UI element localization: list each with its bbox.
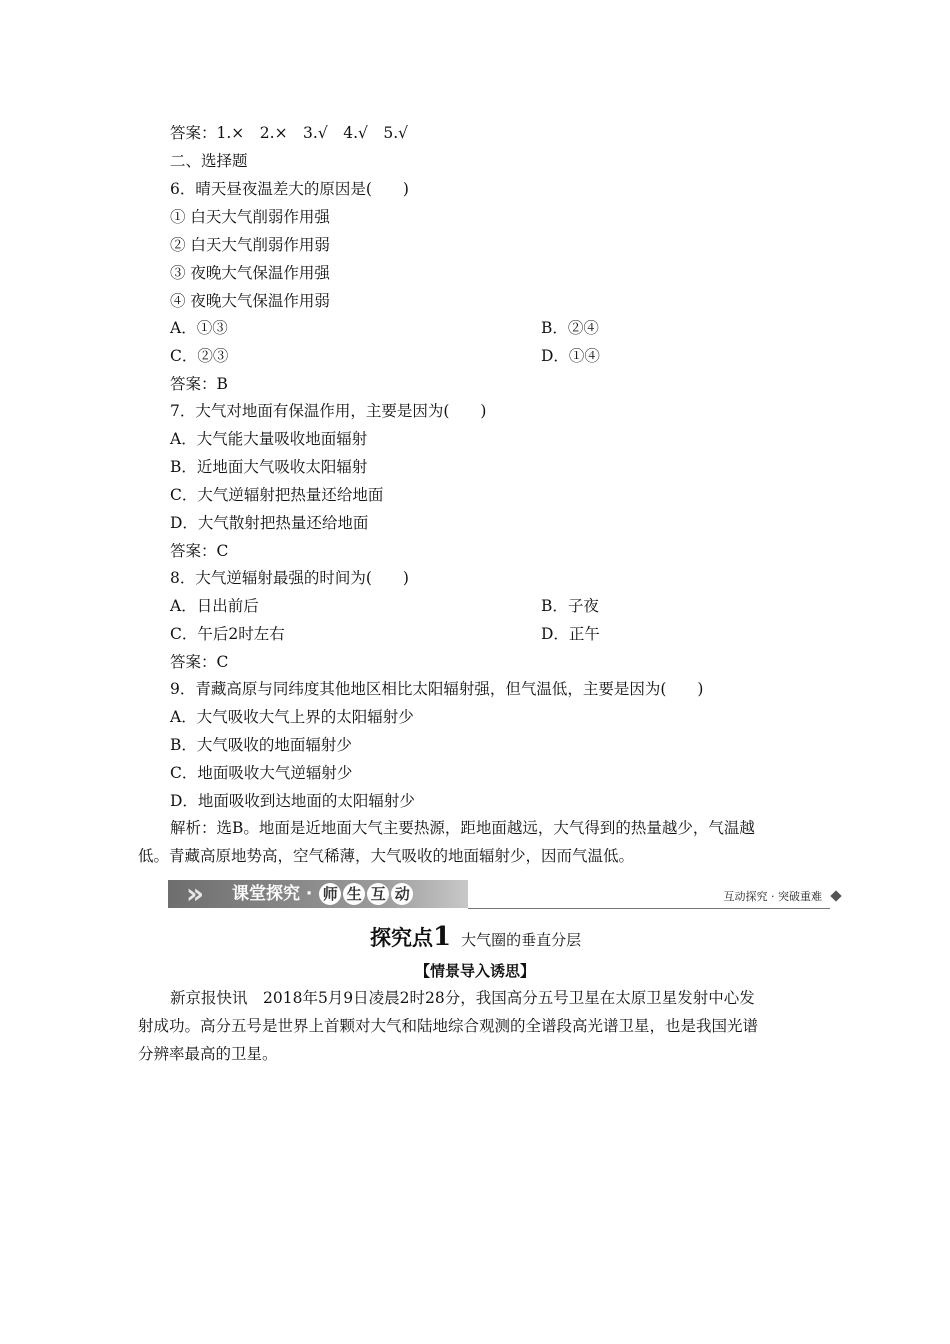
- banner-char: 互: [367, 883, 389, 905]
- q9-option-b: B．大气吸收的地面辐射少: [170, 736, 352, 754]
- diamond-icon: [830, 890, 841, 901]
- q9-explanation-2: 低。青藏高原地势高，空气稀薄，大气吸收的地面辐射少，因而气温低。: [138, 847, 635, 865]
- q8-option-b: B．子夜: [541, 597, 599, 615]
- banner-right-label: 互动探究 · 突破重难: [723, 890, 822, 903]
- q7-option-d: D．大气散射把热量还给地面: [170, 514, 369, 532]
- q6-statement-1: ① 白天大气削弱作用强: [170, 208, 330, 226]
- section-heading: 二、选择题: [170, 152, 248, 170]
- chevron-right-icon: »: [186, 877, 205, 910]
- news-line-1: 新京报快讯 2018年5月9日凌晨2时28分，我国高分五号卫星在太原卫星发射中心发: [170, 989, 755, 1007]
- banner-char: 动: [391, 883, 413, 905]
- q7-option-a: A．大气能大量吸收地面辐射: [170, 430, 368, 448]
- question-8: 8．大气逆辐射最强的时间为( ): [170, 569, 409, 587]
- explore-number: 1: [433, 922, 452, 952]
- q7-option-c: C．大气逆辐射把热量还给地面: [170, 486, 384, 504]
- q6-statement-4: ④ 夜晚大气保温作用弱: [170, 292, 330, 310]
- q8-option-a: A．日出前后: [170, 597, 259, 615]
- q7-answer: 答案：C: [170, 542, 229, 560]
- banner-title-text: 课堂探究 ·: [232, 884, 319, 904]
- q6-statement-2: ② 白天大气削弱作用弱: [170, 236, 330, 254]
- q6-option-c: C．②③: [170, 347, 229, 365]
- q7-option-b: B．近地面大气吸收太阳辐射: [170, 458, 368, 476]
- section-banner: [168, 878, 840, 912]
- explore-subtitle: 大气圈的垂直分层: [461, 931, 582, 949]
- explore-point-title: [370, 922, 581, 952]
- q6-answer: 答案：B: [170, 375, 228, 393]
- news-line-3: 分辨率最高的卫星。: [138, 1045, 278, 1063]
- q9-option-c: C．地面吸收大气逆辐射少: [170, 764, 353, 782]
- banner-rule: [468, 908, 830, 909]
- q9-explanation-1: 解析：选B。地面是近地面大气主要热源，距地面越远，大气得到的热量越少，气温越: [170, 819, 755, 837]
- news-line-2: 射成功。高分五号是世界上首颗对大气和陆地综合观测的全谱段高光谱卫星，也是我国光谱: [138, 1017, 759, 1035]
- banner-char: 生: [343, 883, 365, 905]
- explore-label: 探究点: [370, 926, 433, 950]
- q6-option-d: D．①④: [541, 347, 600, 365]
- q6-option-a: A．①③: [170, 319, 228, 337]
- question-7: 7．大气对地面有保温作用，主要是因为( ): [170, 402, 487, 420]
- answer-line: 答案：1.× 2.× 3.√ 4.√ 5.√: [170, 124, 409, 142]
- question-9: 9．青藏高原与同纬度其他地区相比太阳辐射强，但气温低，主要是因为( ): [170, 680, 704, 698]
- q9-option-a: A．大气吸收大气上界的太阳辐射少: [170, 708, 414, 726]
- q6-statement-3: ③ 夜晚大气保温作用强: [170, 264, 330, 282]
- question-6: 6．晴天昼夜温差大的原因是( ): [170, 180, 409, 198]
- q6-option-b: B．②④: [541, 319, 599, 337]
- banner-char: 师: [319, 883, 341, 905]
- q8-answer: 答案：C: [170, 653, 229, 671]
- q8-option-d: D．正午: [541, 625, 600, 643]
- banner-title: [232, 881, 414, 907]
- scenario-heading: 【情景导入诱思】: [414, 962, 535, 980]
- q8-option-c: C．午后2时左右: [170, 625, 285, 643]
- q9-option-d: D．地面吸收到达地面的太阳辐射少: [170, 792, 415, 810]
